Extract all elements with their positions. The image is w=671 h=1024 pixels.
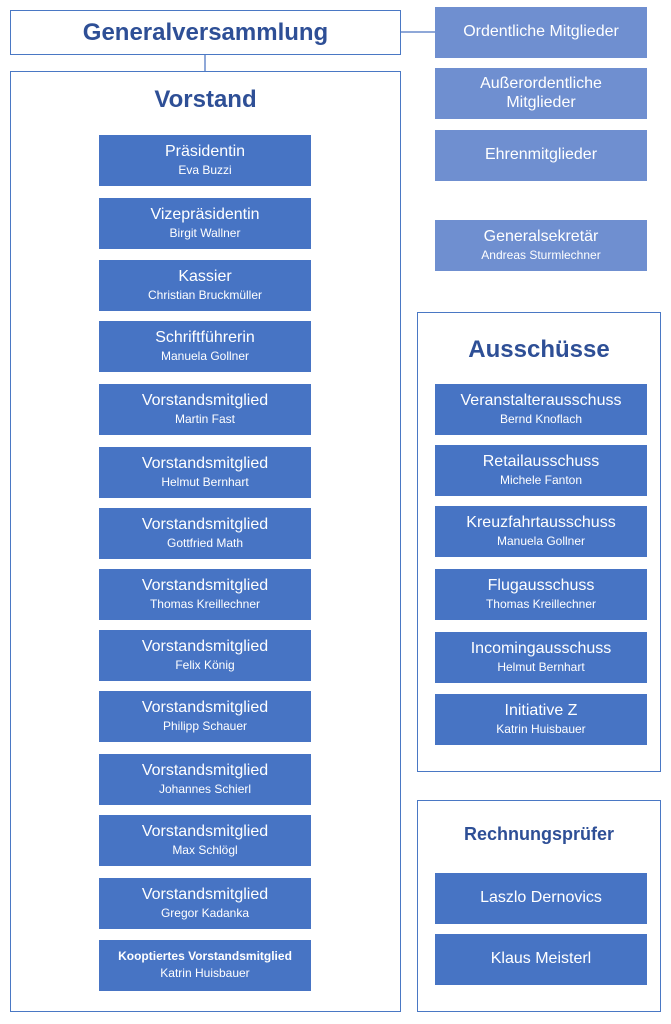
ausschuss-person: Michele Fanton bbox=[499, 473, 583, 488]
ausschuss-role: Veranstalterausschuss bbox=[460, 391, 622, 409]
vorstand-role: Vorstandsmitglied bbox=[141, 576, 269, 594]
vorstand-person: Philipp Schauer bbox=[162, 719, 248, 734]
generalsekretaer-box bbox=[435, 220, 647, 271]
ausschuss-item bbox=[435, 694, 647, 745]
ausschuesse-title: Ausschüsse bbox=[468, 336, 610, 363]
vorstand-person: Manuela Gollner bbox=[160, 349, 250, 364]
vorstand-role: Vorstandsmitglied bbox=[141, 391, 269, 409]
ausschuss-person: Manuela Gollner bbox=[496, 534, 586, 549]
vorstand-role: Vizepräsidentin bbox=[150, 205, 260, 223]
vorstand-person: Gottfried Math bbox=[166, 536, 244, 551]
rechnungspruefer-person: Klaus Meisterl bbox=[490, 950, 592, 968]
vorstand-person: Helmut Bernhart bbox=[161, 475, 249, 490]
vorstand-item bbox=[99, 321, 311, 372]
rechnungspruefer-title: Rechnungsprüfer bbox=[463, 824, 614, 844]
vorstand-item bbox=[99, 135, 311, 186]
ausschuss-item bbox=[435, 445, 647, 496]
members-box-ehren bbox=[435, 130, 647, 181]
vorstand-person: Birgit Wallner bbox=[169, 226, 241, 241]
ausschuss-item bbox=[435, 384, 647, 435]
ausschuss-role: Incomingausschuss bbox=[470, 639, 612, 657]
rechnungspruefer-item bbox=[435, 873, 647, 924]
members-label: Außerordentliche Mitglieder bbox=[480, 75, 602, 111]
members-label: Ehrenmitglieder bbox=[484, 146, 598, 164]
vorstand-item bbox=[99, 754, 311, 805]
ausschuss-role: Retailausschuss bbox=[482, 452, 600, 470]
vorstand-item bbox=[99, 384, 311, 435]
vorstand-item bbox=[99, 630, 311, 681]
generalversammlung-box bbox=[10, 10, 401, 55]
vorstand-person: Felix König bbox=[175, 658, 235, 673]
vorstand-person: Thomas Kreillechner bbox=[149, 597, 261, 612]
vorstand-item bbox=[99, 508, 311, 559]
members-label: Ordentliche Mitglieder bbox=[463, 23, 619, 41]
vorstand-role: Kassier bbox=[178, 267, 232, 285]
members-box-ausserordentliche bbox=[435, 68, 647, 119]
vorstand-person: Johannes Schierl bbox=[158, 782, 252, 797]
vorstand-item bbox=[99, 198, 311, 249]
vorstand-item bbox=[99, 691, 311, 742]
vorstand-role: Präsidentin bbox=[164, 142, 246, 160]
ausschuss-item bbox=[435, 632, 647, 683]
vorstand-role: Vorstandsmitglied bbox=[141, 637, 269, 655]
vorstand-role: Vorstandsmitglied bbox=[141, 822, 269, 840]
vorstand-person: Katrin Huisbauer bbox=[160, 966, 250, 980]
ausschuss-role: Kreuzfahrtausschuss bbox=[466, 513, 616, 531]
vorstand-item bbox=[99, 260, 311, 311]
ausschuss-item bbox=[435, 569, 647, 620]
vorstand-person: Martin Fast bbox=[174, 412, 235, 427]
ausschuss-person: Thomas Kreillechner bbox=[485, 597, 597, 612]
rechnungspruefer-person: Laszlo Dernovics bbox=[480, 889, 602, 907]
vorstand-person: Gregor Kadanka bbox=[160, 906, 250, 921]
members-box-ordentliche bbox=[435, 7, 647, 58]
vorstand-item bbox=[99, 447, 311, 498]
vorstand-item-kooptiert bbox=[99, 940, 311, 991]
vorstand-role: Schriftführerin bbox=[155, 328, 255, 346]
rechnungspruefer-item bbox=[435, 934, 647, 985]
vorstand-role: Kooptiertes Vorstandsmitglied bbox=[118, 949, 292, 964]
vorstand-title: Vorstand bbox=[154, 86, 257, 113]
connector-gv-to-members bbox=[400, 31, 436, 33]
vorstand-role: Vorstandsmitglied bbox=[141, 698, 269, 716]
ausschuss-role: Flugausschuss bbox=[487, 576, 595, 594]
ausschuss-role: Initiative Z bbox=[504, 701, 578, 719]
vorstand-role: Vorstandsmitglied bbox=[141, 515, 269, 533]
generalsekretaer-role: Generalsekretär bbox=[483, 227, 599, 245]
ausschuss-person: Katrin Huisbauer bbox=[496, 722, 586, 737]
vorstand-person: Eva Buzzi bbox=[178, 163, 232, 178]
vorstand-item bbox=[99, 815, 311, 866]
vorstand-person: Max Schlögl bbox=[172, 843, 238, 858]
vorstand-role: Vorstandsmitglied bbox=[141, 761, 269, 779]
vorstand-person: Christian Bruckmüller bbox=[147, 288, 263, 303]
generalsekretaer-name: Andreas Sturmlechner bbox=[481, 248, 601, 263]
vorstand-item bbox=[99, 569, 311, 620]
ausschuss-item bbox=[435, 506, 647, 557]
vorstand-role: Vorstandsmitglied bbox=[141, 885, 269, 903]
vorstand-item bbox=[99, 878, 311, 929]
connector-gv-to-vorstand bbox=[204, 54, 206, 72]
ausschuss-person: Helmut Bernhart bbox=[497, 660, 585, 675]
generalversammlung-title: Generalversammlung bbox=[82, 18, 329, 46]
ausschuss-person: Bernd Knoflach bbox=[499, 412, 583, 427]
vorstand-role: Vorstandsmitglied bbox=[141, 454, 269, 472]
